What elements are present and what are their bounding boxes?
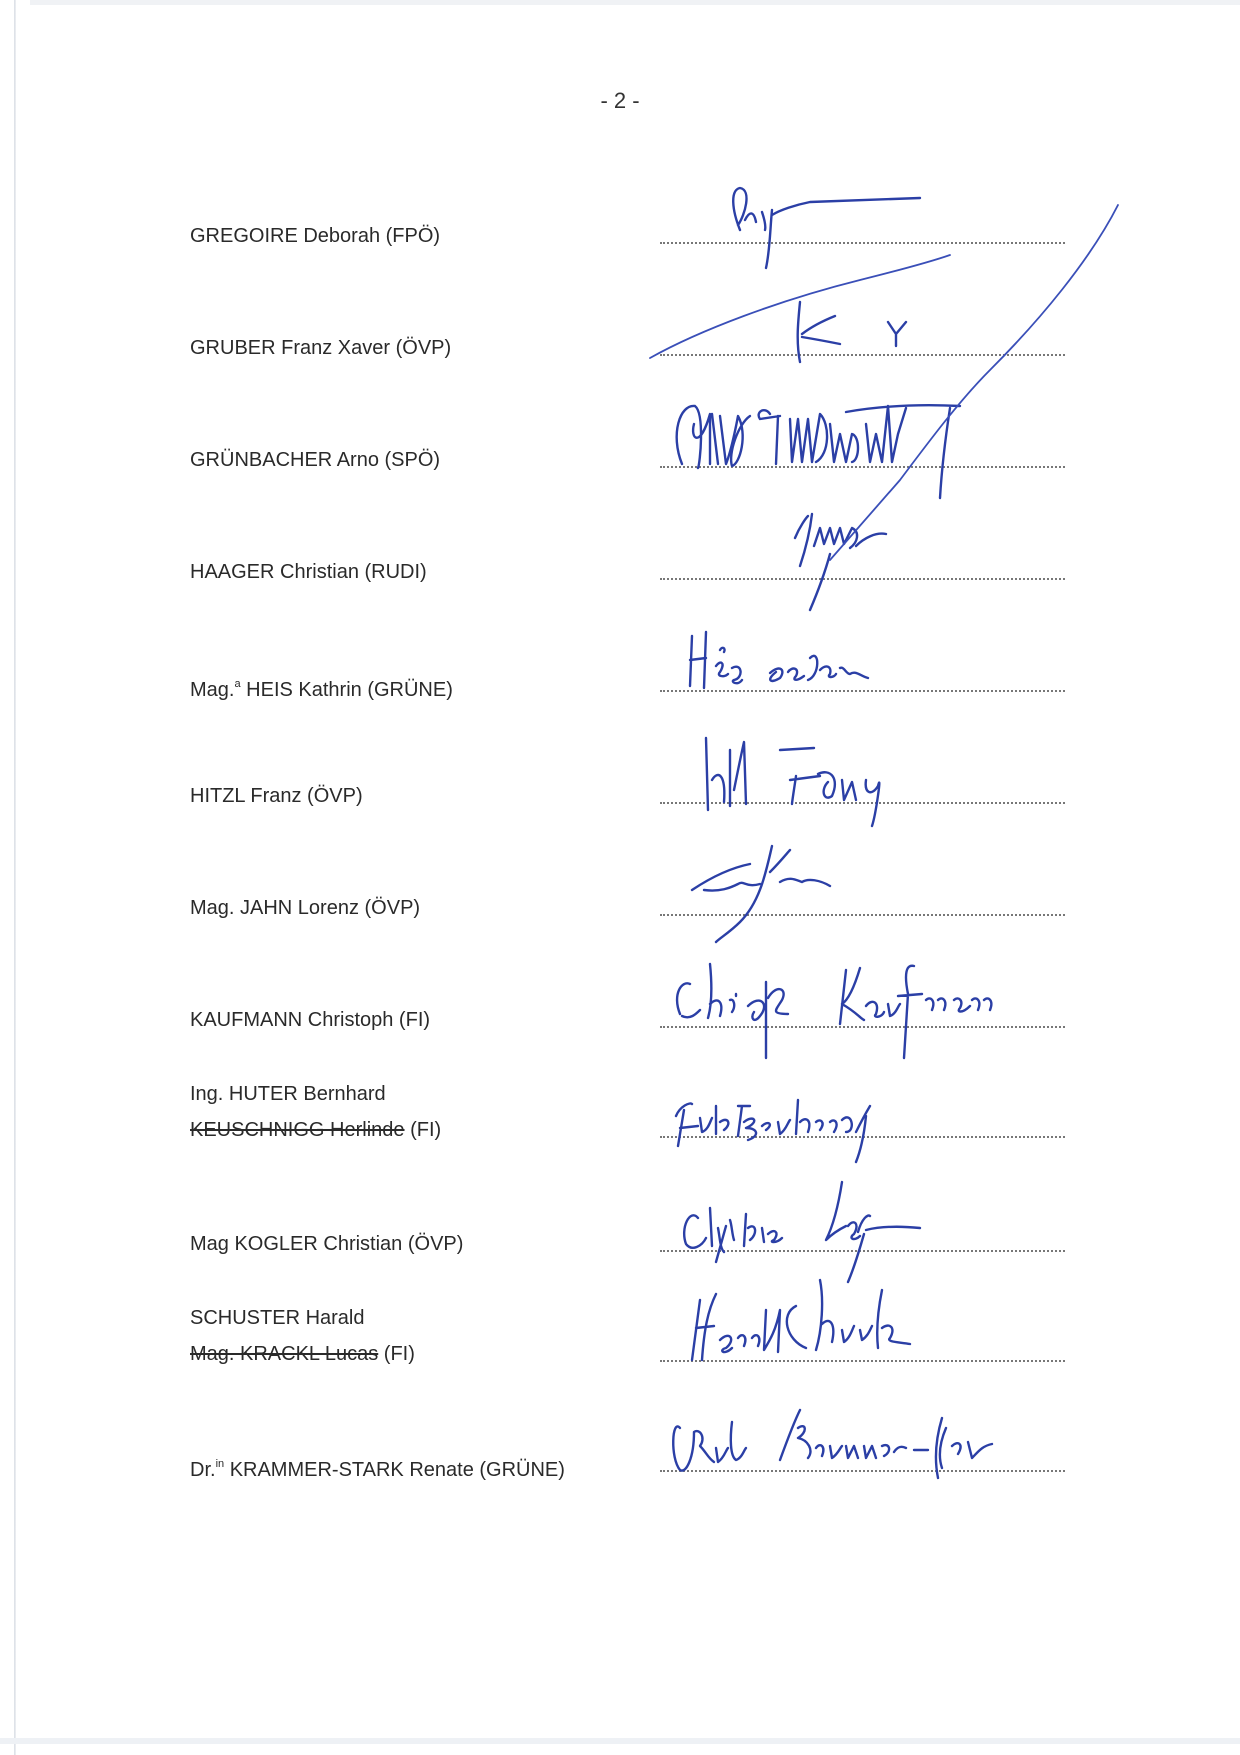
- signatory-row-schuster: [0, 1300, 1240, 1412]
- signature-huter: [620, 1066, 1090, 1176]
- name-line-1: Ing. HUTER Bernhard: [190, 1083, 386, 1105]
- signature-heis: [620, 618, 1090, 728]
- signatory-name: Mag. JAHN Lorenz (ÖVP): [190, 897, 421, 919]
- signatory-name: GREGOIRE Deborah (FPÖ): [190, 225, 441, 247]
- signature-jahn: [620, 842, 1090, 952]
- scan-edge-top: [30, 0, 1240, 5]
- signature-kaufmann: [620, 954, 1090, 1064]
- signatory-name: [190, 1446, 565, 1488]
- name-prefix: Dr.: [190, 1459, 216, 1481]
- signatory-name: Mag KOGLER Christian (ÖVP): [190, 1233, 464, 1255]
- name-line-1: SCHUSTER Harald: [190, 1307, 365, 1329]
- scan-edge-bottom: [0, 1738, 1240, 1744]
- signature-hitzl: [620, 730, 1090, 840]
- signature-gregoire: [620, 170, 1090, 280]
- signatory-name: KAUFMANN Christoph (FI): [190, 1009, 431, 1031]
- struck-name: Mag. KRACKL Lucas: [190, 1343, 379, 1365]
- signature-krammer: [620, 1398, 1090, 1508]
- signatory-name: [190, 1076, 441, 1148]
- signatory-name: HAAGER Christian (RUDI): [190, 561, 427, 583]
- signature-schuster: [620, 1270, 1090, 1380]
- signatory-name: GRUBER Franz Xaver (ÖVP): [190, 337, 452, 359]
- signatory-name: [190, 1300, 415, 1372]
- name-prefix: Mag.: [190, 679, 235, 701]
- struck-name: KEUSCHNIGG Herlinde: [190, 1119, 405, 1141]
- prefix-superscript: a: [234, 678, 241, 690]
- signatory-name: GRÜNBACHER Arno (SPÖ): [190, 449, 441, 471]
- name-main: KRAMMER-STARK Renate (GRÜNE): [229, 1459, 565, 1481]
- signatory-row-huter: [0, 1076, 1240, 1188]
- name-suffix: (FI): [404, 1119, 442, 1141]
- name-line-2: [190, 1112, 441, 1148]
- signatory-name: HITZL Franz (ÖVP): [190, 785, 363, 807]
- signatory-row-krammer: [0, 1446, 1240, 1558]
- page-number: - 2 -: [600, 88, 640, 113]
- name-main: HEIS Kathrin (GRÜNE): [246, 679, 453, 701]
- signature-gruber: [620, 282, 1090, 392]
- signatory-name: [190, 666, 453, 708]
- prefix-superscript: in: [215, 1458, 225, 1470]
- name-suffix: (FI): [378, 1343, 415, 1365]
- name-line-2: [190, 1336, 415, 1372]
- signature-gruenbacher: [620, 394, 1090, 504]
- signature-haager: [620, 506, 1090, 616]
